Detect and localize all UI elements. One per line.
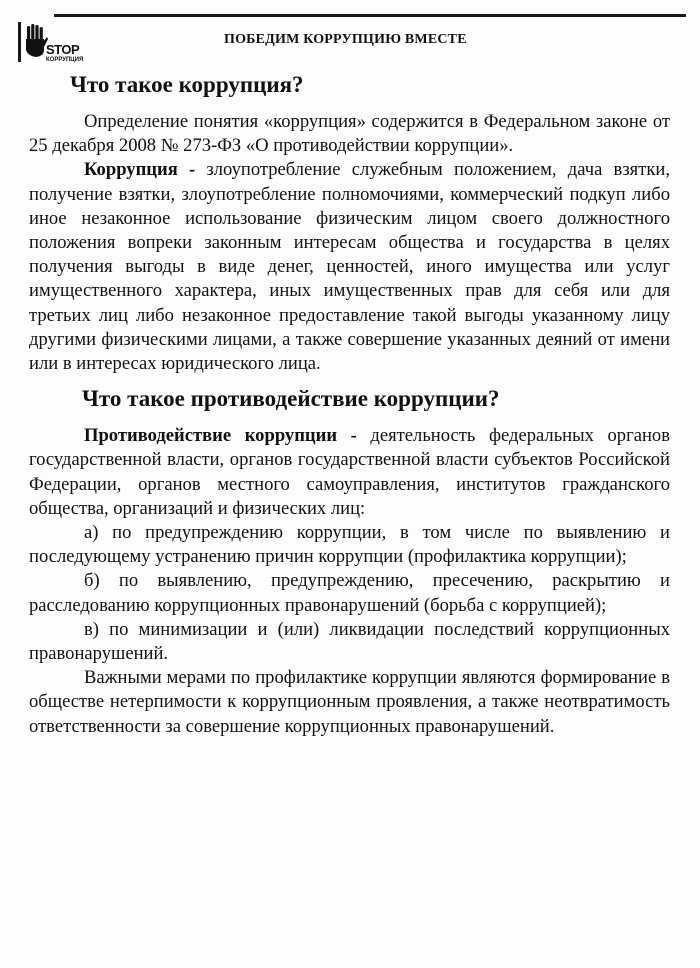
logo-subtext: КОРРУПЦИЯ <box>46 57 84 63</box>
page-header <box>18 8 686 62</box>
section1-intro: Определение понятия «коррупция» содержится в Федеральном законе от 25 декабря 2008 № 273-ФЗ «О противодействии коррупции». <box>29 111 670 157</box>
section1-heading: Что такое коррупция? <box>70 72 304 97</box>
section1-definition-text: злоупотребление служебным положением, дача взятки, получение взятки, злоупотребление полномочиями, коммерческий подкуп либо иное незаконное использование физическим лицом своего должностного положения вопреки законным интересам общества и государства в целях получения выгоды в виде денег, ценностей, иного имущества или услуг имущественного характера, иных имущественных прав для себя или для третьих лиц либо незаконное предоставление такой выгоды указанному лицу другими физическими лицами, а также совершение указанных деяний от имени или в интересах юридического лица. <box>29 159 670 375</box>
section2-definition-text: деятельность федеральных органов государственной власти, органов государственной власти субъектов Российской Федерации, органов местного самоуправления, институтов гражданского общества, организаций и физических лиц: <box>29 425 670 519</box>
logo-text: STOP <box>46 42 80 57</box>
section2-heading: Что такое противодействие коррупции? <box>82 386 500 412</box>
section1-definition <box>29 158 670 376</box>
list-item-b: б) по выявлению, предупреждению, пресечению, раскрытию и расследованию коррупционных правонарушений (борьба с коррупцией); <box>29 570 670 616</box>
hand-icon <box>24 24 48 58</box>
header-rule <box>54 14 686 17</box>
section2-closing: Важными мерами по профилактике коррупции являются формирование в обществе нетерпимости к коррупционным проявления, а также неотвратимость ответственности за совершение коррупционных правонарушений. <box>29 667 670 737</box>
list-item-c: в) по минимизации и (или) ликвидации последствий коррупционных правонарушений. <box>29 618 670 665</box>
header-rule-left <box>18 22 21 62</box>
section2-term: Противодействие коррупции - <box>84 425 357 447</box>
stop-hand-logo <box>24 24 82 66</box>
header-title: ПОБЕДИМ КОРРУПЦИЮ ВМЕСТЕ <box>224 32 467 47</box>
section2-definition <box>29 424 670 521</box>
list-item-a: а) по предупреждению коррупции, в том числе по выявлению и последующему устранению причин коррупции (профилактика коррупции); <box>29 522 670 568</box>
document-body <box>29 70 670 739</box>
section1-term: Коррупция - <box>84 159 196 181</box>
